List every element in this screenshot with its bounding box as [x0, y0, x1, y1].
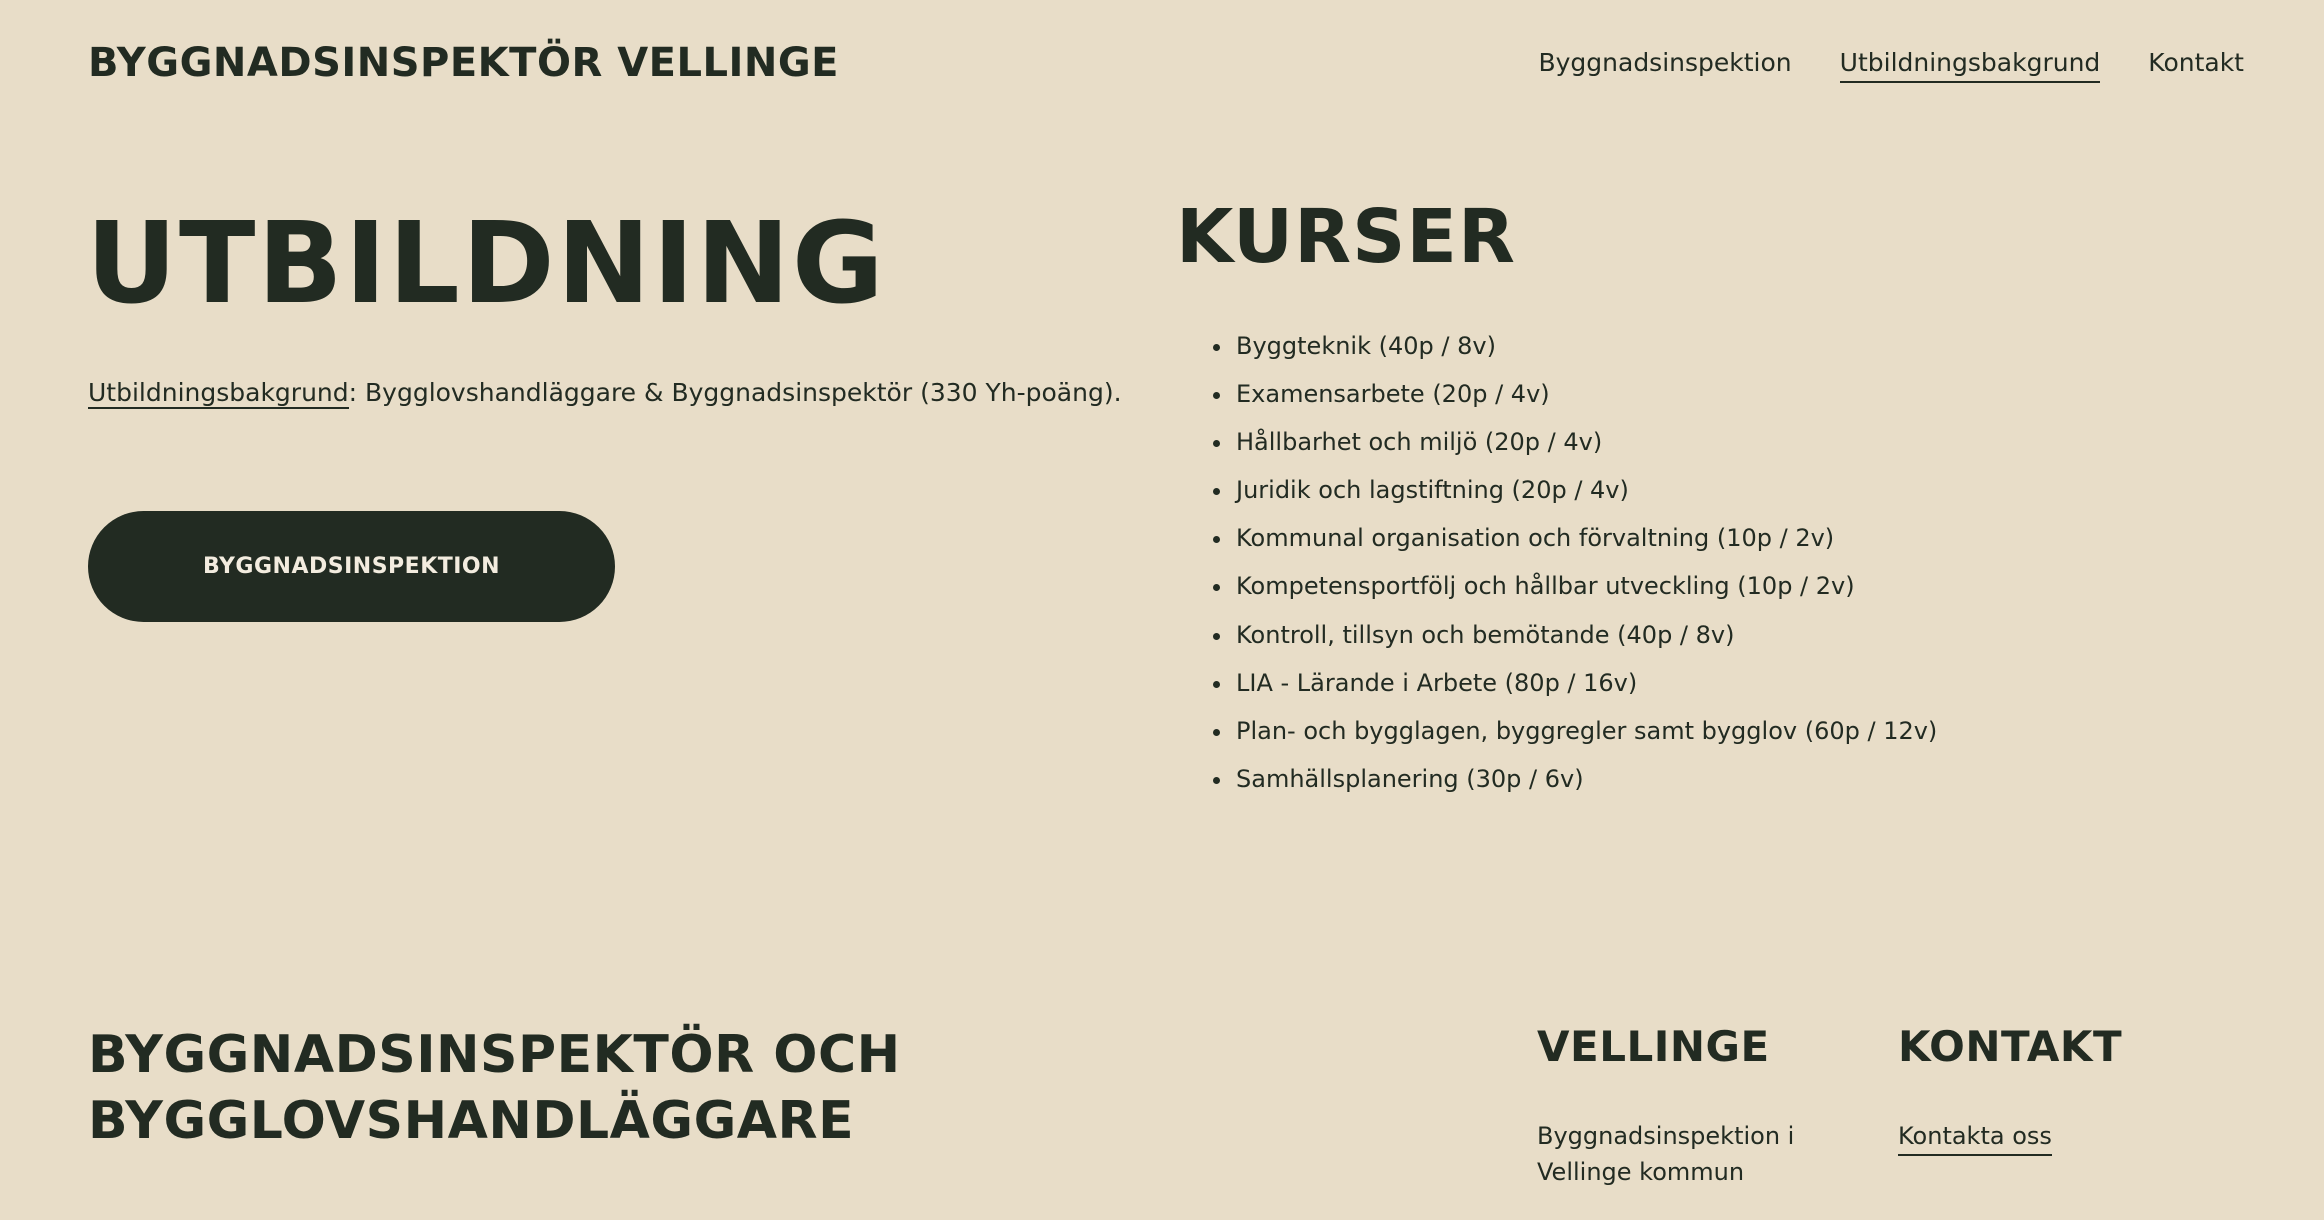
intro-link-utbildningsbakgrund[interactable]: Utbildningsbakgrund — [88, 378, 349, 407]
contact-us-link[interactable]: Kontakta oss — [1898, 1118, 2052, 1156]
site-header — [0, 0, 2324, 130]
footer-vellinge-text: Byggnadsinspektion i Vellinge kommun — [1537, 1122, 1795, 1186]
footer-kontakt-heading: KONTAKT — [1898, 1022, 2123, 1071]
list-item: • Plan- och bygglagen, byggregler samt bygglov (60p / 12v) — [1234, 711, 1937, 759]
nav-item-kontakt[interactable]: Kontakt — [2148, 48, 2244, 77]
intro-text: : Bygglovshandläggare & Byggnadsinspektör (330 Yh-poäng). — [348, 378, 1122, 407]
list-item: • Kompetensportfölj och hållbar utveckling (10p / 2v) — [1234, 566, 1937, 614]
intro-paragraph — [88, 378, 1122, 407]
list-item: • Examensarbete (20p / 4v) — [1234, 374, 1937, 422]
main-nav — [1538, 48, 2244, 83]
footer-title-line-2: BYGGLOVSHANDLÄGGARE — [88, 1091, 855, 1151]
list-item: • Byggteknik (40p / 8v) — [1234, 326, 1937, 374]
list-item: • LIA - Lärande i Arbete (80p / 16v) — [1234, 663, 1937, 711]
list-item: • Kontroll, tillsyn och bemötande (40p / 8v) — [1234, 615, 1937, 663]
footer-vellinge-heading: VELLINGE — [1537, 1022, 1770, 1071]
nav-item-byggnadsinspektion[interactable]: Byggnadsinspektion — [1538, 48, 1792, 77]
list-item: • Samhällsplanering (30p / 6v) — [1234, 759, 1937, 807]
course-list — [1176, 326, 1937, 807]
nav-item-utbildningsbakgrund[interactable]: Utbildningsbakgrund — [1840, 48, 2101, 83]
site-title-link[interactable]: BYGGNADSINSPEKTÖR VELLINGE — [88, 40, 839, 86]
list-item: • Kommunal organisation och förvaltning (10p / 2v) — [1234, 518, 1937, 566]
byggnadsinspektion-button[interactable]: BYGGNADSINSPEKTION — [88, 511, 615, 622]
courses-heading: KURSER — [1176, 194, 1516, 280]
list-item: • Juridik och lagstiftning (20p / 4v) — [1234, 470, 1937, 518]
list-item: • Hållbarhet och miljö (20p / 4v) — [1234, 422, 1937, 470]
footer-title-line-1: BYGGNADSINSPEKTÖR OCH — [88, 1025, 901, 1085]
page-title: UTBILDNING — [86, 199, 886, 329]
footer-title — [88, 1022, 901, 1154]
